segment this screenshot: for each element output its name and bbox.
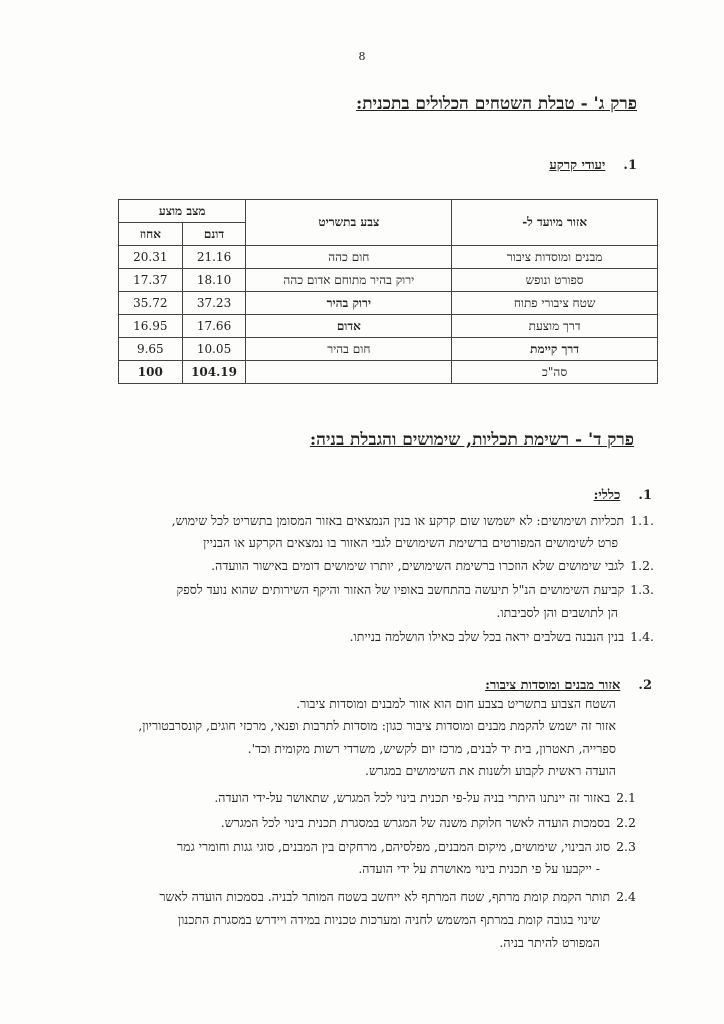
public-item-2-3 [177,836,636,858]
dunam-cell: 104.19 [182,361,246,384]
color-cell: ירוק בהיר [246,292,452,315]
item-number: 1.4. [630,629,654,644]
public-item-2-4-cont: שינוי בגובה קומת במרתף המשמש לחניה ומערכות טכניות במידה ויידרש במסגרת התכנון [177,912,600,927]
percent-cell: 16.95 [119,315,183,338]
item-line: בסמכות הועדה לאשר חלוקת משנה של המגרש במסגרת תכנית בינוי לכל המגרש. [220,815,611,830]
color-cell: חום כהה [246,246,452,269]
public-item-2-4 [159,886,636,908]
table-row [119,246,658,269]
table-header-color: צבע בתשריט [246,200,452,246]
table-row [119,269,658,292]
table-total-row [119,361,658,384]
public-item-2-2 [221,812,636,834]
section-c-title: פרק ג' - טבלת השטחים הכלולים בתכנית: [356,94,637,114]
public-title: אזור מבנים ומוסדות ציבור: [485,678,621,693]
item-number: 2.3 [616,839,636,854]
table-header-percent: אחוז [119,223,183,246]
public-item-2-4-cont: המפורט להיתר בניה. [499,935,600,950]
item-number: 2.2 [616,815,636,830]
color-cell: חום בהיר [246,338,452,361]
table-header-zone: אזור מיועד ל- [452,200,658,246]
item-number: 1.1. [630,513,654,528]
general-item-1-3-cont: הן לתושבים והן לסביבתו. [496,605,618,620]
item-line: בנין הנבנה בשלבים יראה בכל שלב כאילו הושלמה בנייתו. [349,629,625,644]
dunam-cell: 10.05 [182,338,246,361]
public-intro-line: השטח הצבוע בתשריט בצבע חום הוא אזור למבנים ומוסדות ציבור. [296,696,616,711]
zone-cell: שטח ציבורי פתוח [452,292,658,315]
color-cell [246,361,452,384]
item-number: 2.1 [616,790,636,805]
percent-cell: 35.72 [119,292,183,315]
general-item-1-3 [177,579,655,601]
table-header-dunam: דונם [182,223,246,246]
general-number: 1. [638,488,652,503]
general-item-1-1-cont: פרט לשימושים המפורטים ברשימת השימושים לגבי האזור בו נמצאים הקרקע או הבניין [203,535,618,550]
zone-cell: סה"כ [452,361,658,384]
item-line: קביעת השימושים הנ"ל תיעשה בהתחשב באופיו של האזור והיקף השירותים שהוא נועד לספק [176,582,625,597]
item-number: 1.3. [630,582,654,597]
land-use-heading [549,157,637,173]
item-line: לגבי שימושים שלא הוזכרו ברשימת השימושים, יותרו שימושים דומים באישור הוועדה. [211,558,625,573]
table-row [119,292,658,315]
dunam-cell: 17.66 [182,315,246,338]
section-d-title: פרק ד' - רשימת תכליות, שימושים והגבלת בניה: [309,430,634,450]
public-intro-line: אזור זה ישמש להקמת מבנים ומוסדות ציבור כגון: מוסדות לתרבות ופנאי, מרכזי חוגים, קונסרבטוריון, [138,718,616,733]
zone-cell: דרך מוצעת [452,315,658,338]
general-item-1-1 [172,510,654,532]
color-cell: ירוק בהיר מתוחם אדום כהה [246,269,452,292]
item-line: סוג הבינוי, שימושים, מיקום המבנים, מפלסיהם, מרחקים בין המבנים, סוגי גגות וחומרי גמר [177,839,611,854]
general-item-1-4 [350,626,654,648]
percent-cell: 17.37 [119,269,183,292]
percent-cell: 100 [119,361,183,384]
public-item-2-3-cont: - ייקבעו על פי תכנית בינוי מאושרת על ידי הועדה. [358,861,600,876]
general-heading [594,487,652,503]
public-intro-line: הועדה ראשית לקבוע ולשנות את השימושים במגרש. [364,763,616,778]
public-item-2-1 [214,787,636,809]
public-intro-line: ספרייה, תאטרון, בית יד לבנים, מרכז יום לקשיש, משרדי רשות מקומית וכד'. [247,741,616,756]
percent-cell: 9.65 [119,338,183,361]
zone-cell: דרך קיימת [452,338,658,361]
dunam-cell: 21.16 [182,246,246,269]
public-heading [485,677,652,693]
land-use-title: יעודי קרקע [549,158,606,173]
item-line: תכליות ושימושים: לא ישמשו שום קרקע או בנין הנמצאים באזור המסומן בתשריט לכל שימוש, [171,513,625,528]
percent-cell: 20.31 [119,246,183,269]
color-cell: אדום [246,315,452,338]
table-header-state: מצב מוצע [119,200,246,223]
item-line: תותר הקמת קומת מרתף, שטח המרתף לא ייחשב בשטח המותר לבניה. בסמכות הועדה לאשר [159,889,611,904]
table-row [119,338,658,361]
dunam-cell: 37.23 [182,292,246,315]
land-use-number: 1. [623,158,637,173]
general-title: כללי: [593,488,621,503]
item-line: באזור זה יינתנו היתרי בניה על-פי תכנית בינוי לכל המגרש, שתאושר על-ידי הועדה. [214,790,611,805]
zone-cell: מבנים ומוסדות ציבור [452,246,658,269]
public-number: 2. [638,678,652,693]
zone-cell: ספורט ונופש [452,269,658,292]
item-number: 2.4 [616,889,636,904]
dunam-cell: 18.10 [182,269,246,292]
table-row [119,315,658,338]
item-number: 1.2. [630,558,654,573]
land-use-table [118,199,658,384]
page-number: 8 [358,50,366,63]
general-item-1-2 [211,555,654,577]
